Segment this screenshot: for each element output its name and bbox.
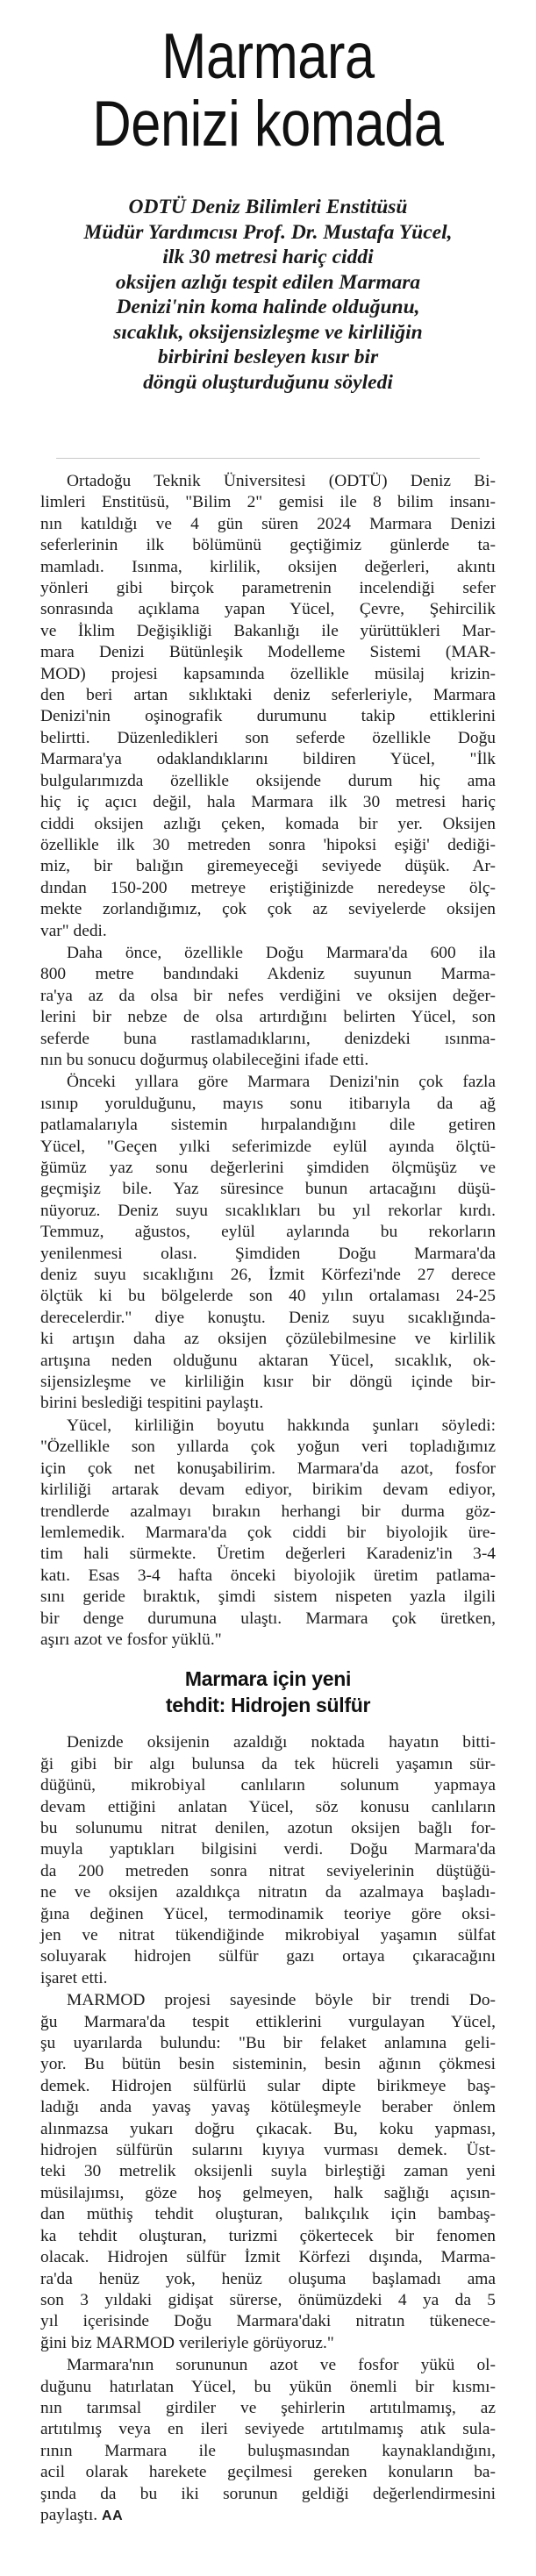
body-line: özellikle ilk 30 metreden sonra 'hipoksi eşiği' dediği-	[40, 835, 496, 854]
body-line: tim hali sürmekte. Üretim değerleri Karadeniz'in 3-4	[40, 1545, 496, 1564]
body-line: Marmara'ya odaklandıklarını bildiren Yücel, "İlk	[40, 750, 496, 769]
body-line: düğünü, mikrobiyal canlıların solunum yapmaya	[40, 1776, 496, 1795]
body-line: bu solunumu nitrat denilen, azotun oksijen bağlı for-	[40, 1818, 496, 1837]
body-line: Denizi'nin oşinografik durumunu takip ettiklerini	[40, 707, 496, 726]
body-line: soluyarak hidrojen sülfür gazı ortaya çıkaracağını	[40, 1947, 496, 1966]
body-line: yor. Bu bütün besin sisteminin, besin ağının çökmesi	[40, 2055, 496, 2074]
body-line: kirliliği artarak devam ediyor, birikim devam ediyor,	[40, 1481, 496, 1500]
body-line: jen ve nitrat tükendiğinde mikrobiyal yaşamın sülfat	[40, 1926, 496, 1944]
lead-line: ODTÜ Deniz Bilimleri Enstitüsü	[128, 196, 408, 218]
body-line: ka tehdit oluşturan, turizmi çökertecek bir fenomen	[40, 2226, 496, 2245]
body-line: demek. Hidrojen sülfürlü sular dipte birikmeye baş-	[40, 2076, 496, 2095]
body-paragraph	[40, 1990, 496, 2354]
body-line: Daha önce, özellikle Doğu Marmara'da 600 ila	[67, 943, 496, 962]
body-line: ğu Marmara'da tespit ettiklerini vurgulayan Yücel,	[40, 2012, 496, 2031]
body-line: sijensizleşme ve kirliliğin kısır bir döngü içinde bir-	[40, 1373, 496, 1392]
divider	[56, 458, 480, 459]
lead-line: birbirini besleyen kısır bir	[157, 346, 379, 368]
body-line: sonrasında açıklama yapan Yücel, Çevre, Şehircilik	[40, 600, 496, 619]
body-line: alınmazsa yukarı doğru çıkacak. Bu, koku yapması,	[40, 2119, 496, 2138]
lead-line: Müdür Yardımcısı Prof. Dr. Mustafa Yücel,	[83, 220, 453, 244]
body-line: Marmara'nın sorununun azot ve fosfor yükü ol-	[67, 2356, 496, 2375]
body-line: var" dedi.	[40, 921, 107, 940]
body-line: ğına değinen Yücel, termodinamik teoriye göre oksi-	[40, 1904, 496, 1923]
body-line: 800 metre bandındaki Akdeniz suyunun Marma-	[40, 965, 496, 984]
body-line: aşırı azot ve fosfor yüklü."	[40, 1630, 222, 1649]
body-line: olacak. Hidrojen sülfür İzmit Körfezi dışında, Marma-	[40, 2248, 496, 2267]
body-line: artışına neden olduğunu aktaran Yücel, sıcaklık, ok-	[40, 1351, 496, 1370]
body-line: hidrojen sülfürün sularını kıyıya vurması demek. Üst-	[40, 2141, 496, 2160]
body-line: ki artışın daha az oksijen çözülebilmesine ve kirlilik	[40, 1330, 496, 1349]
body-line: patlamalarıyla sistemin hırpalandığını dile getiren	[40, 1116, 496, 1135]
body-line: ğümüz yaz sonu değerlerini şimdiden ölçmüşüz ve	[40, 1159, 496, 1177]
body-line: ğini biz MARMOD verileriyle görüyoruz."	[40, 2333, 334, 2352]
body-line: ısınıp yorulduğunu, mayıs sonu itibarıyla da ağ	[40, 1094, 496, 1113]
body-line: devam ettiğini anlatan Yücel, söz konusu canlıların	[40, 1797, 496, 1816]
section-subheading	[40, 1666, 496, 1718]
body-paragraph	[40, 1416, 496, 1651]
body-line: MOD) projesi kapsamında özellikle müsilaj krizin-	[40, 664, 496, 683]
body-line: birini beslediği tespitini paylaştı.	[40, 1394, 264, 1413]
body-line: yenilenmesi olası. Şimdiden Doğu Marmara'da	[40, 1244, 496, 1263]
body-line: duğunu hatırlatan Yücel, bu yükün önemli bir kısmı-	[40, 2377, 496, 2396]
body-line: nın bu sonucu doğurmuş olabileceğini ifade etti.	[40, 1050, 369, 1069]
body-line: hiç iç açıcı değil, hala Marmara ilk 30 metresi hariç	[40, 793, 496, 812]
subheading-line: Marmara için yeni	[184, 1667, 352, 1691]
body-line: ve İklim Değişikliği Bakanlığı ile yürüttükleri Mar-	[40, 621, 496, 640]
body-line: ra'ya az da olsa bir nefes verdiğini ve oksijen değer-	[40, 986, 496, 1005]
body-line: dan müthiş tehdit oluşturan, balıkçılık için bambaş-	[40, 2205, 496, 2224]
body-line: acil olarak harekete geçilmesi gereken konuların ba-	[40, 2463, 496, 2482]
lead-paragraph	[40, 195, 496, 395]
body-line: yönleri gibi birçok parametrenin incelendiği sefer	[40, 579, 496, 598]
lead-line: döngü oluşturduğunu söyledi	[143, 370, 393, 394]
body-line: Temmuz, ağustos, eylül aylarında bu rekorların	[40, 1223, 496, 1242]
body-line: ra'da henüz yok, henüz oluşuma başlamadı ama	[40, 2269, 496, 2288]
body-line: bir denge durumuna ulaştı. Marmara çok üretken,	[40, 1609, 496, 1628]
body-line: Yücel, "Geçen yılki seferimizde eylül ayında ölçtü-	[40, 1137, 496, 1156]
body-line: da 200 metreden sonra nitrat seviyelerinin düştüğü-	[40, 1861, 496, 1880]
lead-line: oksijen azlığı tespit edilen Marmara	[115, 270, 421, 294]
body-line: geçmişiz bile. Yaz süresince bunun artacağını düşü-	[40, 1180, 496, 1199]
body-line: seferlerinin ilk bölümünü geçtiğimiz günlerde ta-	[40, 536, 496, 555]
body-paragraph	[40, 943, 496, 1071]
body-line: Ortadoğu Teknik Üniversitesi (ODTÜ) Deniz Bi-	[67, 472, 496, 490]
body-line: seferde buna rastlamadıklarını, denizdeki ısınma-	[40, 1029, 496, 1048]
body-line: ği gibi bir algı bulunsa da tek hücreli yaşamın sür-	[40, 1754, 496, 1773]
body-line: için çok net konuşabilirim. Marmara'da azot, fosfor	[40, 1459, 496, 1478]
body-line: limleri Enstitüsü, "Bilim 2" gemisi ile 8 bilim insanı-	[40, 493, 496, 512]
subheading-line: tehdit: Hidrojen sülfür	[165, 1694, 371, 1717]
body-line: nın katıldığı ve 4 gün süren 2024 Marmara Denizi	[40, 514, 496, 533]
headline	[65, 23, 471, 158]
body-line: Denizde oksijenin azaldığı noktada hayatın bitti-	[67, 1733, 496, 1752]
body-line: nüyoruz. Deniz suyu sıcaklıkları bu yıl rekorlar kırdı.	[40, 1201, 496, 1220]
body-line: belirtti. Düzenledikleri son seferde özellikle Doğu	[40, 728, 496, 747]
body-line: MARMOD projesi sayesinde böyle bir trendi Do-	[67, 1991, 496, 2010]
headline-line: Denizi komada	[92, 89, 444, 160]
body-line: ladığı anda yavaş yavaş kötüleşmeyle beraber önlem	[40, 2098, 496, 2117]
body-line: mekte zorlandığımız, çok çok az seviyelerde oksijen	[40, 900, 496, 919]
body-paragraph	[40, 1732, 496, 1989]
body-line: teki 30 metrelik oksijenli suyla birleştiği zaman yeni	[40, 2162, 496, 2181]
body-line: bulgularımızda özellikle oksijende durum hiç ama	[40, 771, 496, 790]
body-line: rının Marmara ile buluşmasından kaynaklandığını,	[40, 2441, 496, 2460]
body-line: dından 150-200 metreye eriştiğinizde neredeyse ölç-	[40, 878, 496, 897]
body-line: muyla yaptıkları bilgisini verdi. Doğu Marmara'da	[40, 1840, 496, 1859]
body-line: işaret etti.	[40, 1968, 108, 1987]
body-line: ne ve oksijen azaldıkça nitratın da azalmaya başladı-	[40, 1883, 496, 1902]
body-paragraph	[40, 1072, 496, 1415]
body-line-text: paylaştı.	[40, 2505, 98, 2524]
body-paragraph	[40, 2355, 496, 2527]
body-line: şında da bu iki sorunun geldiği değerlendirmesini	[40, 2484, 496, 2503]
body-line: mara Denizi Bütünleşik Modelleme Sistemi (MAR-	[40, 643, 496, 662]
body-line: miz, bir balığın giremeyeceği seviyede düşük. Ar-	[40, 857, 496, 876]
body-line: nın tarımsal girdiler ve şehirlerin artıtılmamış, az	[40, 2398, 496, 2417]
body-paragraph	[40, 471, 496, 942]
body-line: trendlerde azalmayı bırakın herhangi bir durma göz-	[40, 1502, 496, 1521]
body-line: "Özellikle son yıllarda çok yoğun veri topladığımız	[40, 1438, 496, 1457]
headline-line: Marmara	[161, 21, 375, 92]
body-line: Yücel, kirliliğin boyutu hakkında şunları söyledi:	[67, 1416, 496, 1435]
body-line: ölçtük ki bu bölgelerde son 40 yılın ortalaması 24-25	[40, 1287, 496, 1306]
body-line	[40, 2505, 496, 2527]
body-line: mamladı. Isınma, kirlilik, oksijen değerleri, akıntı	[40, 557, 496, 576]
body-line: müsilajımsı, göze hoş gelmeyen, halk sağlığı açısın-	[40, 2183, 496, 2202]
body-line: şu uyarılarda bulundu: "Bu bir felaket anlamına geli-	[40, 2034, 496, 2053]
byline-signature: AA	[102, 2508, 124, 2523]
lead-line: ilk 30 metresi hariç ciddi	[162, 246, 374, 268]
body-line: derecelerdir." diye konuştu. Deniz suyu sıcaklığında-	[40, 1308, 496, 1327]
article-body	[40, 471, 496, 2527]
lead-line: sıcaklık, oksijensizleşme ve kirliliğin	[113, 320, 423, 344]
body-line: sını geride bıraktık, şimdi sistem nispeten yazla ilgili	[40, 1588, 496, 1607]
body-line: Önceki yıllara göre Marmara Denizi'nin çok fazla	[67, 1073, 496, 1092]
body-line: den beri artan sıklıktaki deniz seferleriyle, Marmara	[40, 686, 496, 705]
body-line: lerini bir nebze de olsa artırdığını belirten Yücel, son	[40, 1008, 496, 1027]
body-line: katı. Esas 3-4 hafta önceki biyolojik üretim patlama-	[40, 1566, 496, 1585]
body-line: ciddi oksijen azlığı çeken, komada bir yer. Oksijen	[40, 814, 496, 833]
body-line: deniz suyu sıcaklığını 26, İzmit Körfezi'nde 27 derece	[40, 1266, 496, 1285]
body-line: lemlemedik. Marmara'da çok ciddi bir biyolojik üre-	[40, 1523, 496, 1542]
lead-line: Denizi'nin koma halinde olduğunu,	[116, 296, 420, 318]
body-line: son 3 yıldaki gidişat sürerse, önümüzdeki 4 ya da 5	[40, 2290, 496, 2309]
body-line: artıtılmış veya en ileri seviyede artıtılmamış atık sula-	[40, 2420, 496, 2439]
body-line: yıl içerisinde Doğu Marmara'daki nitratın tükenece-	[40, 2312, 496, 2331]
